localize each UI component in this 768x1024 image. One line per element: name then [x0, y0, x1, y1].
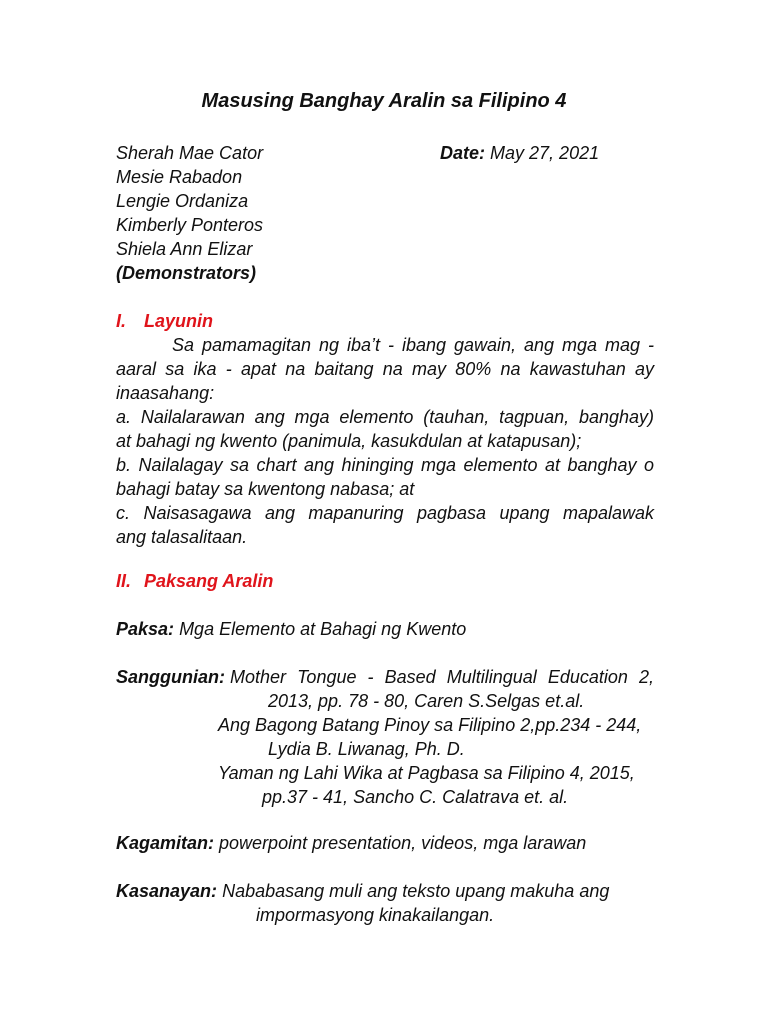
paragraph-line: Sa pamamagitan ng iba’t - ibang gawain, ang mga mag -: [172, 335, 654, 355]
kasanayan-label: Kasanayan:: [116, 881, 218, 901]
section-title: Layunin: [144, 311, 214, 331]
date-line: [440, 141, 599, 165]
reference-line: Lydia B. Liwanag, Ph. D.: [268, 739, 465, 759]
reference-line: 2013, pp. 78 - 80, Caren S.Selgas et.al.: [268, 691, 585, 711]
paragraph-line: aaral sa ika - apat na baitang na may 80% na kawastuhan ay: [116, 359, 654, 379]
demonstrator-name: Lengie Ordaniza: [116, 191, 249, 211]
demonstrators-label: (Demonstrators): [116, 263, 257, 283]
objective-a-line: at bahagi ng kwento (panimula, kasukdulan at katapusan);: [116, 431, 582, 451]
section-title: Paksang Aralin: [144, 571, 274, 591]
section-heading-paksang-aralin: [116, 569, 273, 593]
kasanayan-continuation: impormasyong kinakailangan.: [256, 905, 495, 925]
demonstrator-name: Kimberly Ponteros: [116, 215, 264, 235]
demonstrator-name: Shiela Ann Elizar: [116, 239, 253, 259]
demonstrator-name: Sherah Mae Cator: [116, 143, 264, 163]
reference-line: Ang Bagong Batang Pinoy sa Filipino 2,pp.234 - 244,: [218, 715, 642, 735]
paksa-value: Mga Elemento at Bahagi ng Kwento: [179, 619, 467, 639]
objective-b-line: bahagi batay sa kwentong nabasa; at: [116, 479, 415, 499]
objective-a-line: a. Nailalarawan ang mga elemento (tauhan, tagpuan, banghay): [116, 407, 654, 427]
kagamitan-label: Kagamitan:: [116, 833, 215, 853]
paragraph-line: inaasahang:: [116, 383, 215, 403]
objective-c-line: c. Naisasagawa ang mapanuring pagbasa upang mapalawak: [116, 503, 654, 523]
sanggunian-line: [116, 665, 225, 689]
kagamitan-line: [116, 831, 586, 855]
objective-c-line: ang talasalitaan.: [116, 527, 248, 547]
reference-line: Yaman ng Lahi Wika at Pagbasa sa Filipino 4, 2015,: [218, 763, 635, 783]
kagamitan-value: powerpoint presentation, videos, mga larawan: [219, 833, 587, 853]
objective-b-line: b. Nailalagay sa chart ang hininging mga elemento at banghay o: [116, 455, 654, 475]
paksa-label: Paksa:: [116, 619, 175, 639]
sanggunian-label: Sanggunian:: [116, 667, 225, 687]
date-value: May 27, 2021: [490, 143, 600, 163]
section-number: I.: [116, 311, 127, 331]
kasanayan-value: Nababasang muli ang teksto upang makuha ang: [222, 881, 610, 901]
section-heading-layunin: [116, 309, 213, 333]
kasanayan-line: [116, 879, 609, 903]
document-title: Masusing Banghay Aralin sa Filipino 4: [201, 90, 567, 112]
date-label: Date:: [440, 143, 486, 163]
paksa-line: [116, 617, 466, 641]
demonstrator-name: Mesie Rabadon: [116, 167, 243, 187]
section-number: II.: [116, 571, 132, 591]
reference-line: Mother Tongue - Based Multilingual Education 2,: [230, 667, 654, 687]
reference-line: pp.37 - 41, Sancho C. Calatrava et. al.: [262, 787, 569, 807]
